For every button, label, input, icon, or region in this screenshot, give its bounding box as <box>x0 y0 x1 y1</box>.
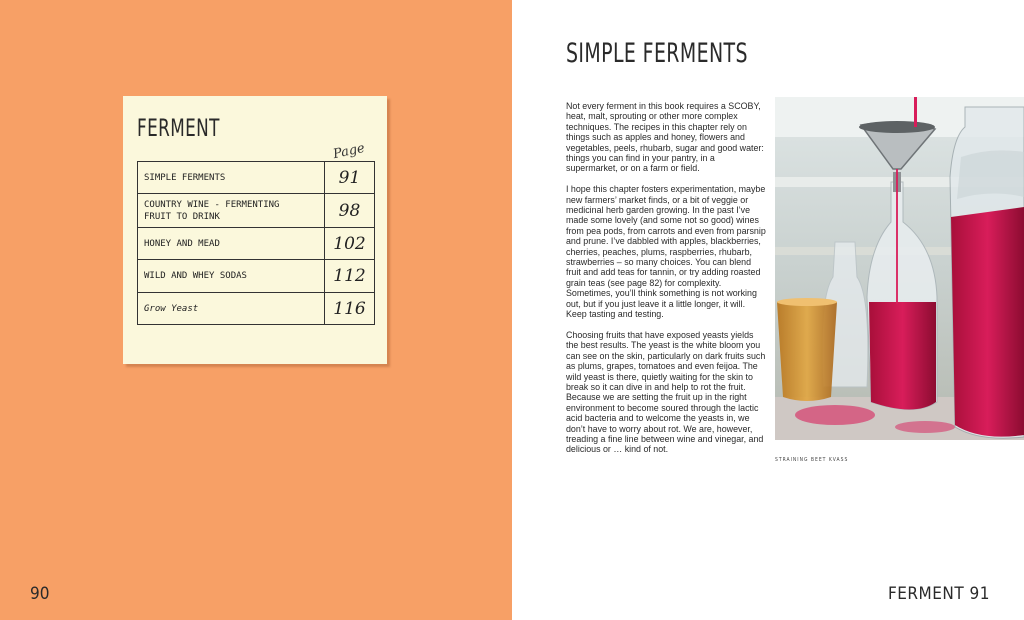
contents-row <box>138 293 374 324</box>
body-text <box>566 101 766 465</box>
contents-row <box>138 162 374 194</box>
contents-row <box>138 194 374 228</box>
chapter-page: 98 <box>338 200 361 221</box>
contents-row <box>138 228 374 260</box>
chapter-page: 112 <box>333 266 366 286</box>
card-title: FERMENT <box>137 114 220 142</box>
chapter-page: 116 <box>333 298 366 319</box>
chapter-page: 91 <box>338 167 361 188</box>
chapter-heading: SIMPLE FERMENTS <box>566 38 748 69</box>
right-page-number: FERMENT 91 <box>887 584 990 604</box>
chapter-page: 102 <box>333 233 366 254</box>
photo-straining-beet-kvass <box>775 97 1024 440</box>
left-page-number: 90 <box>30 584 50 604</box>
chapter-name: WILD AND WHEY SODAS <box>138 260 325 292</box>
photo-caption: STRAINING BEET KVASS <box>775 457 849 463</box>
chapter-name: SIMPLE FERMENTS <box>138 162 325 193</box>
page-column-label: Page <box>331 140 367 163</box>
chapter-name: HONEY AND MEAD <box>138 228 325 259</box>
paragraph: I hope this chapter fosters experimentation, maybe new farmers’ market finds, or a bit of veggie or medicinal herb garden growing. In the past I’ve made some lovely (and some not so good) wines from pea pods, from carrots and even from parsnip and prune. I’ve dabbled with apples, blackberries, cherries, peaches, plums, raspberries, rhubarb, strawberries – so many choices. You can blend fruit and add teas for tannin, or try adding roasted grain teas (see page 82) for complexity. Sometimes, you’ll think something is not working out, but if you just leave it a little longer, it will. Keep tasting and testing. <box>566 184 766 320</box>
paragraph: Choosing fruits that have exposed yeasts yields the best results. The yeast is the white bloom you can see on the skin, particularly on dark fruits such as plums, grapes, tomatoes and even feijoa. The wild yeast is there, quietly waiting for the skin to break so it can dive in and help to rot the fruit. Because we are setting the fruit up in the right environment to become soured through the lactic acid bacteria and to welcome the yeasts in, we don’t have to worry about rot. We are, however, treading a fine line between wine and vinegar, and delicious or … kind of not. <box>566 329 766 455</box>
right-page <box>512 0 1024 620</box>
paragraph: Not every ferment in this book requires a SCOBY, heat, malt, sprouting or other more complex techniques. The recipes in this chapter rely on things such as apples and honey, flowers and vegetables, peels, rhubarb, sugar and good water: things you can find in your pantry, in a supermarket, or on a farm or field. <box>566 101 764 174</box>
chapter-name: COUNTRY WINE - FERMENTING FRUIT TO DRINK <box>138 194 325 227</box>
contents-table <box>137 161 375 325</box>
contents-row <box>138 260 374 293</box>
contents-card <box>123 96 387 364</box>
chapter-name: Grow Yeast <box>138 293 325 324</box>
